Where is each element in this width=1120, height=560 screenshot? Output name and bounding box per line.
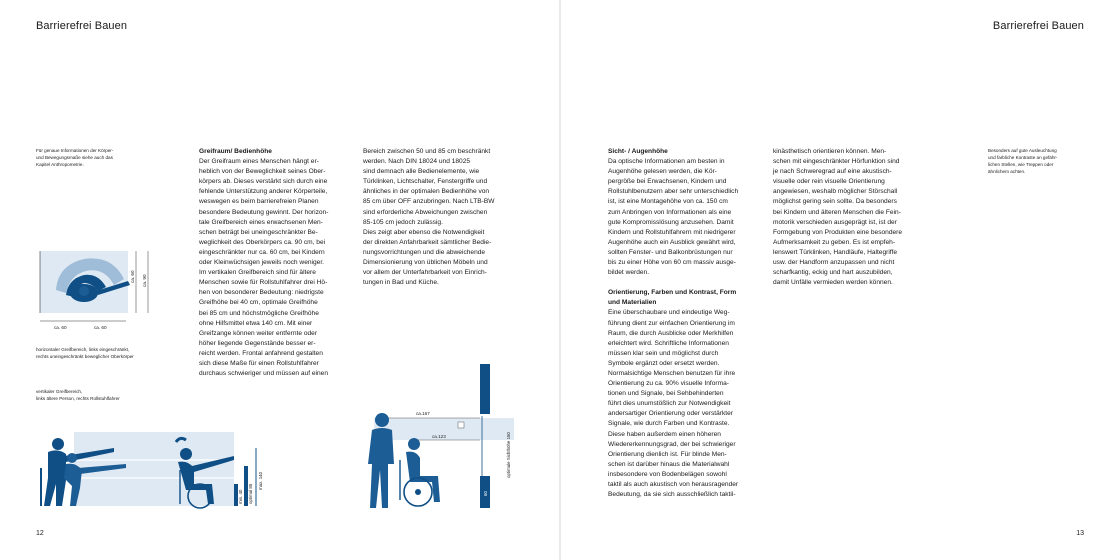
paragraph-spacer	[608, 278, 764, 288]
text-line: sich diese Maße für einen Rollstuhlfahrer	[199, 359, 319, 367]
text-line: sollten Fenster- und Balkonbrüstungen nur	[608, 248, 733, 256]
wheelchair-user-icon	[400, 438, 440, 506]
text-line: Im vertikalen Greifbereich sind für ältere	[199, 269, 316, 277]
dim-label: ca. 60	[54, 325, 67, 330]
text-line: besondere Bedeutung gewinnt. Der horizon-	[199, 208, 329, 216]
text-line: schen beträgt bei uneingeschränkter Be-	[199, 228, 318, 236]
text-column-2	[773, 147, 929, 288]
text-line: höher liegende Gegenstände besser er-	[199, 339, 316, 347]
side-note-line: Besonders auf gute Ausleuchtung	[988, 148, 1057, 153]
text-line: fehlende Unterstützung anderer Körperteile,	[199, 188, 328, 196]
dim-label: ca. 90	[142, 274, 147, 287]
dim-label: min. 40	[238, 489, 243, 504]
text-line: eingeschränkter nur ca. 60 cm, bei Kindern	[199, 248, 325, 256]
text-line: weglichkeit des Oberkörpers ca. 90 cm, bei	[199, 238, 326, 246]
text-line: je nach Schweregrad auf eine akustisch-	[773, 168, 892, 176]
text-line: sind demnach alle Bedienelemente, wie	[363, 168, 480, 176]
text-line: visuelle oder rein visuelle Orientierung	[773, 178, 885, 186]
side-note-line: lichen Stellen, wie Treppen oder	[988, 162, 1054, 167]
caption-line: vertikaler Greifbereich,	[36, 389, 83, 394]
text-line: Dimensionierung von üblichen Möbeln und	[363, 259, 488, 267]
section-heading: Greifraum/ Bedienhöhe	[199, 148, 272, 155]
text-line: insbesondere von Bodenbelägen sowohl	[608, 470, 727, 478]
side-note-line: ähnlichem achten.	[988, 169, 1026, 174]
text-line: gute Kompromisslösung anzusehen. Damit	[608, 218, 734, 226]
page-number: 13	[1076, 530, 1084, 537]
text-line: ohne Hilfsmittel etwa 140 cm. Mit einer	[199, 319, 313, 327]
text-line: erleichtert wird. Schriftliche Informationen	[608, 339, 729, 347]
text-line: Der Greifraum eines Menschen hängt er-	[199, 158, 319, 166]
text-column-1	[199, 147, 353, 379]
text-line: tungen in Bad und Küche.	[363, 279, 439, 287]
text-line: führung dient zur einfachen Orientierung im	[608, 319, 735, 327]
text-line: ist, ist eine Montagehöhe von ca. 150 cm	[608, 198, 728, 206]
text-line: Wiedererkennungsgrad, der bei schwieriger	[608, 440, 736, 448]
text-line: reicht werden. Frontal anfahrend gestalten	[199, 349, 323, 357]
text-line: müssen klar sein und möglichst durch	[608, 349, 719, 357]
right-page	[561, 0, 1120, 560]
text-line: 85 cm über OFF anzubringen. Nach LTB-BW	[363, 198, 495, 206]
text-line: Kindern und Rollstuhlfahrern mit niedrigerer	[608, 228, 736, 236]
text-line: bei Kindern und älteren Menschen die Fein-	[773, 208, 901, 216]
text-line: Aufmerksamkeit zu geben. Es ist empfeh-	[773, 238, 896, 246]
text-line: damit Unfälle vermieden werden können.	[773, 279, 893, 287]
text-column-2	[363, 147, 517, 288]
text-line: Menschen sowie für Rollstuhlfahrer drei Hö-	[199, 279, 328, 287]
text-line: 85-105 cm jedoch zulässig.	[363, 218, 443, 226]
dim-label: ca.123	[432, 434, 446, 439]
text-line: Orientierung zu ca. 90% visuelle Informa-	[608, 380, 729, 388]
text-line: Augenhöhe gelesen werden, die Kör-	[608, 168, 717, 176]
dim-label: max. 140	[258, 471, 263, 490]
text-line: kinästhetisch orientieren können. Men-	[773, 148, 887, 155]
dim-label: ca.167	[416, 411, 430, 416]
section-heading: und Materialien	[608, 299, 657, 307]
text-line: vor allem der Unterfahrbarkeit von Einrich-	[363, 269, 487, 277]
text-line: Greifzange können weiter entfernte oder	[199, 329, 318, 337]
text-line: schen mit eingeschränkter Hörfunktion sind	[773, 158, 900, 166]
text-line: körpers ab. Dieses verstärkt sich durch eine	[199, 178, 328, 186]
text-line: Orientierung dienlich ist. Für blinde Men-	[608, 450, 727, 458]
text-line: Symbole ergänzt oder ersetzt werden.	[608, 359, 720, 367]
text-line: scharfkantig, eckig und hart auszubilden,	[773, 269, 893, 277]
left-page	[0, 0, 559, 560]
text-line: der direkten Anfahrbarkeit sämtlicher Bedie-	[363, 238, 492, 246]
text-line: nungsvorrichtungen und die abweichende	[363, 248, 486, 256]
text-line: tale Greifbereich eines erwachsenen Men-	[199, 218, 323, 226]
text-line: durchaus schwieriger und müssen auf einen	[199, 370, 329, 378]
eye-level-figure	[362, 360, 522, 512]
text-line: pergröße bei Erwachsenen, Kindern und	[608, 178, 727, 186]
text-line: Diese haben außerdem einen höheren	[608, 430, 721, 438]
caption-line: rechts uneingeschränkt beweglicher Oberkörper	[36, 354, 134, 359]
side-note-line: und Bewegungsmaße siehe auch das	[36, 155, 113, 160]
head-top-view	[79, 286, 89, 296]
text-line: Raum, die durch Ausblicke oder Merkhilfen	[608, 329, 734, 337]
text-line: Da optische Informationen am besten in	[608, 158, 725, 166]
text-line: oder Kleinwüchsigen jeweils noch weniger.	[199, 259, 324, 267]
text-line: heblich von der Beweglichkeit seines Ober-	[199, 168, 326, 176]
text-line: führt dies unumstößlich zur Notwendigkeit	[608, 400, 731, 408]
section-heading: Orientierung, Farben und Kontrast, Form	[608, 289, 737, 297]
text-line: taktil als auch akustisch von herausragender	[608, 481, 739, 488]
text-line: Formgebung von Produkten eine besondere	[773, 228, 903, 236]
text-line: bis zu einer Höhe von 60 cm massiv ausge-	[608, 259, 736, 267]
caption-line: links ältere Person, rechts Rollstuhlfahrer	[36, 396, 120, 401]
text-line: möglichst gering sein sollte. Da besonders	[773, 198, 897, 206]
text-line: Normalsichtige Menschen benutzen für ihre	[608, 369, 736, 377]
text-line: sind erforderliche Abweichungen zwischen	[363, 208, 488, 216]
dim-label: optimal 85	[248, 483, 253, 504]
text-line: Bereich zwischen 50 und 85 cm beschränkt	[363, 148, 491, 155]
horizontal-reach-figure	[36, 245, 166, 335]
text-line: andersartiger Orientierung oder verstärkter	[608, 410, 733, 418]
side-note-line: Für genaue Informationen der Körper-	[36, 148, 114, 153]
text-line: bei 85 cm und höchstmögliche Greifhöhe	[199, 309, 319, 317]
figure-caption	[36, 346, 196, 360]
section-heading: Sicht- / Augenhöhe	[608, 148, 668, 155]
text-line: werden. Nach DIN 18024 und 18025	[363, 158, 471, 166]
text-line: weswegen es beim barrierefreien Planen	[199, 198, 319, 206]
vertical-reach-figure	[36, 418, 276, 513]
text-line: Türklinken, Lichtschalter, Fenstergriffe und	[363, 178, 488, 186]
dim-label: optimale Sichthöhe 150	[506, 432, 511, 478]
text-line: angewiesen, weshalb möglicher Störschall	[773, 188, 898, 196]
dim-label: ca. 60	[94, 325, 107, 330]
text-line: Greifhöhe bei 40 cm, optimale Greifhöhe	[199, 299, 318, 307]
page-number: 12	[36, 530, 44, 537]
text-line: bildet werden.	[608, 269, 650, 277]
text-line: ähnliches in der optimalen Bedienhöhe von	[363, 188, 490, 196]
caption-line: horizontaler Greifbereich, links eingeschränkt,	[36, 347, 130, 352]
info-sign	[480, 364, 490, 414]
text-line: Rollstuhlbenutzern aber sehr unterschiedlich	[608, 188, 739, 196]
text-line: zum Anbringen von Informationen als eine	[608, 208, 732, 216]
text-line: Signale, wie durch Farben und Kontraste.	[608, 420, 730, 428]
text-line: Augenhöhe auch ein Ausblick gewährt wird,	[608, 238, 736, 246]
text-line: hen von besonderer Bedeutung: niedrigste	[199, 289, 324, 297]
figure-caption	[36, 388, 196, 402]
dim-label: ca. 60	[130, 270, 135, 283]
side-note	[988, 147, 1098, 175]
text-line: lenswert Türklinken, Handläufe, Haltegriffe	[773, 248, 898, 256]
running-title: Barrierefrei Bauen	[992, 20, 1084, 32]
text-line: motorik verschieden ausgeprägt ist, ist der	[773, 218, 897, 226]
text-line: tionen und Signale, bei Sehbehinderten	[608, 390, 724, 398]
dim-label: 60	[483, 491, 488, 496]
text-column-1	[608, 147, 764, 500]
text-line: usw. der Handform anzupassen und nicht	[773, 259, 895, 267]
text-line: Bedeutung, da sie sich ausschließlich taktil-	[608, 491, 736, 499]
running-title: Barrierefrei Bauen	[36, 20, 128, 32]
side-note-line: Kapitel Anthropometrie.	[36, 162, 84, 167]
side-note	[36, 147, 156, 168]
side-note-line: und farbliche Kontraste an gefähr-	[988, 155, 1058, 160]
text-line: schen ist darüber hinaus die Materialwahl	[608, 460, 730, 468]
text-line: Dies zeigt aber ebenso die Notwendigkeit	[363, 228, 485, 236]
text-line: Eine überschaubare und eindeutige Weg-	[608, 309, 730, 317]
